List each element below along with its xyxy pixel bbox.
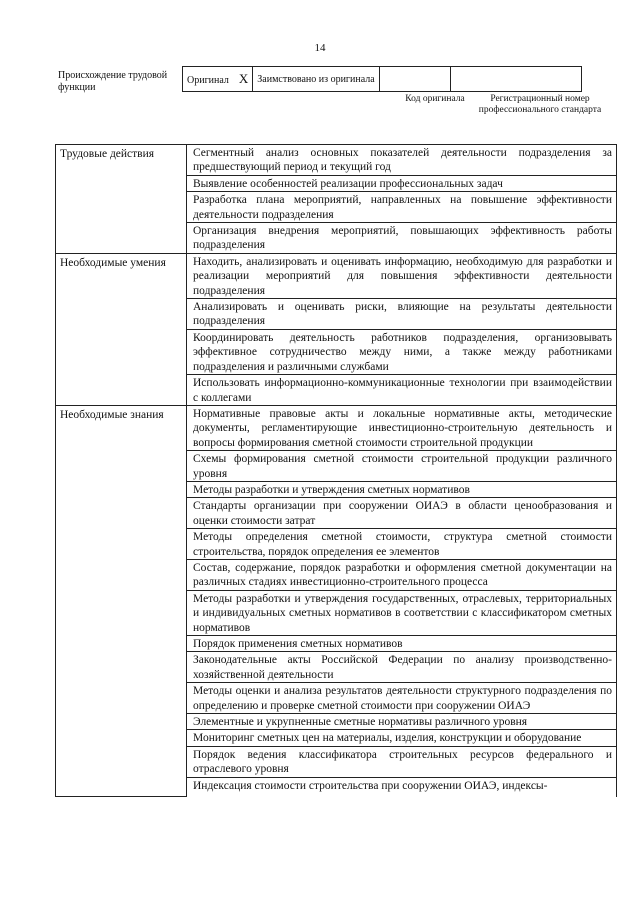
table-item: Стандарты организации при сооружении ОИАЭ в области ценообразования и оценки стоимости затрат: [187, 498, 617, 529]
required-knowledge-title: Необходимые знания: [56, 405, 187, 796]
table-item: Индексация стоимости строительства при сооружении ОИАЭ, индексы-: [187, 777, 617, 797]
code-cell: [380, 67, 451, 92]
original-label: Оригинал: [187, 74, 229, 86]
labor-function-table: [55, 144, 617, 797]
table-item: Нормативные правовые акты и локальные нормативные акты, методические документы, регламентирующие инвестиционно-строительную деятельность и вопросы формирования сметной стоимости строительной продукции: [187, 405, 617, 450]
table-item: Порядок ведения классификатора строительных ресурсов федерального и отраслевого уровня: [187, 746, 617, 777]
table-item: Разработка плана мероприятий, направленных на повышение эффективности деятельности подразделения: [187, 192, 617, 223]
table-item: Координировать деятельность работников подразделения, организовывать эффективное сотрудничество между ними, а также между работниками подразделения и различными службами: [187, 329, 617, 374]
table-item: Методы определения сметной стоимости, структура сметной стоимости строительства, порядок определения ее элементов: [187, 529, 617, 560]
table-item: Состав, содержание, порядок разработки и оформления сметной документации на различных стадиях инвестиционно-строительного процесса: [187, 559, 617, 590]
reg-caption: Регистрационный номер профессионального стандарта: [478, 94, 602, 115]
table-item: Организация внедрения мероприятий, повышающих эффективность работы подразделения: [187, 223, 617, 254]
table-item: Методы разработки и утверждения сметных нормативов: [187, 481, 617, 497]
table-item: Схемы формирования сметной стоимости строительной продукции различного уровня: [187, 451, 617, 482]
required-skills-title: Необходимые умения: [56, 253, 187, 405]
table-item: Законодательные акты Российской Федерации по анализу производственно-хозяйственной деятельности: [187, 652, 617, 683]
reg-number-cell: [451, 67, 582, 92]
table-item: Методы разработки и утверждения государственных, отраслевых, территориальных и индивидуальных сметных нормативов в соответствии с классификатором сметных нормативов: [187, 590, 617, 635]
table-row: [56, 405, 617, 450]
origin-table: [182, 66, 582, 92]
table-row: [56, 145, 617, 176]
table-item: Элементные и укрупненные сметные нормативы различного уровня: [187, 714, 617, 730]
table-item: Мониторинг сметных цен на материалы, изделия, конструкции и оборудование: [187, 730, 617, 746]
code-caption: Код оригинала: [405, 94, 465, 104]
original-cell: [183, 67, 253, 92]
table-item: Порядок применения сметных нормативов: [187, 636, 617, 652]
table-item: Выявление особенностей реализации профессиональных задач: [187, 175, 617, 191]
labor-actions-title: Трудовые действия: [56, 145, 187, 254]
table-item: Сегментный анализ основных показателей деятельности подразделения за предшествующий период и текущий год: [187, 145, 617, 176]
borrowed-cell: [253, 67, 380, 92]
borrowed-label: Заимствовано из оригинала: [257, 73, 375, 85]
original-mark: X: [238, 70, 249, 86]
table-item: Анализировать и оценивать риски, влияющие на результаты деятельности подразделения: [187, 299, 617, 330]
table-item: Находить, анализировать и оценивать информацию, необходимую для разработки и реализации мероприятий для повышения эффективности деятельности подразделения: [187, 253, 617, 298]
origin-label: Происхождение трудовой функции: [58, 70, 168, 93]
page-number: 14: [314, 42, 326, 54]
table-row: [56, 253, 617, 298]
table-item: Методы оценки и анализа результатов деятельности структурного подразделения по определению и проверке сметной стоимости при сооружении ОИАЭ: [187, 683, 617, 714]
table-item: Использовать информационно-коммуникационные технологии при взаимодействии с коллегами: [187, 375, 617, 406]
